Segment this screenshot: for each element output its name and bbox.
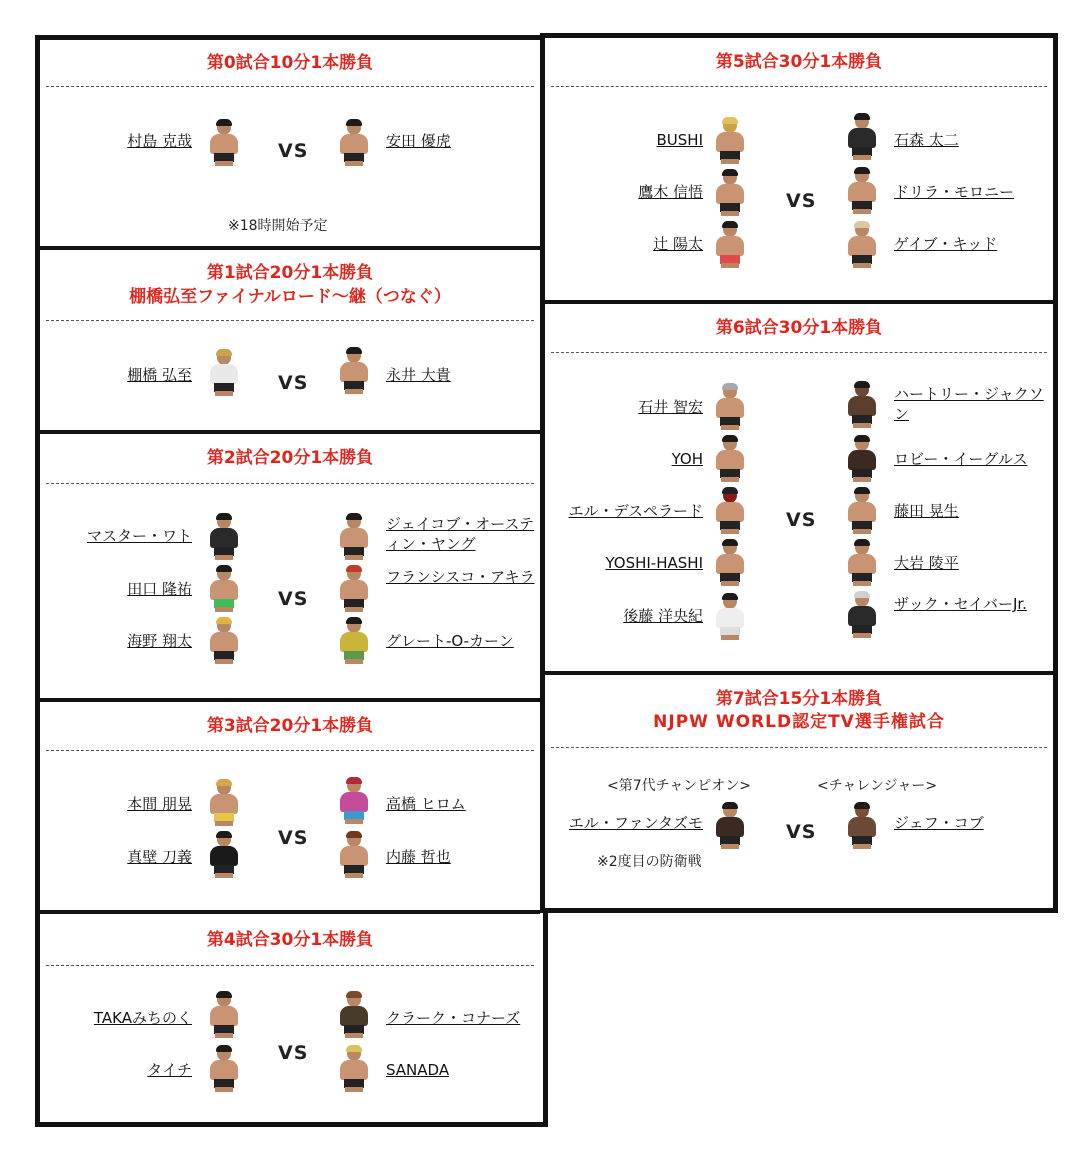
divider: [46, 86, 534, 87]
wrestler-name[interactable]: ザック・セイバーJr.: [894, 595, 1027, 613]
match-3-title: 第3試合20分1本勝負: [206, 716, 374, 736]
vs-label: VS: [278, 588, 309, 610]
match-1-card: [40, 250, 540, 430]
separator: [40, 910, 540, 914]
wrestler-photo: [207, 780, 241, 826]
wrestler-name[interactable]: クラーク・コナーズ: [386, 1009, 521, 1027]
vs-label: VS: [278, 1042, 309, 1064]
match-1-subtitle: 棚橋弘至ファイナルロード～継（つなぐ）: [129, 287, 451, 307]
wrestler-name[interactable]: BUSHI: [656, 131, 703, 149]
match-2-card: [40, 434, 540, 698]
divider: [46, 965, 534, 966]
vs-label: VS: [786, 509, 817, 531]
vs-label: VS: [786, 190, 817, 212]
match-3-card: [40, 702, 540, 910]
match-1-title: 第1試合20分1本勝負: [206, 263, 374, 283]
wrestler-name[interactable]: YOSHI-HASHI: [605, 554, 703, 572]
wrestler-photo: [207, 566, 241, 612]
match-note: ※18時開始予定: [228, 218, 328, 234]
wrestler-photo: [845, 168, 879, 214]
wrestler-photo: [207, 618, 241, 664]
wrestler-photo: [337, 992, 371, 1038]
wrestler-photo: [713, 594, 747, 640]
match-note: ※2度目の防衛戦: [597, 854, 702, 870]
wrestler-photo: [207, 832, 241, 878]
wrestler-name[interactable]: 田口 隆祐: [127, 580, 192, 598]
wrestler-photo: [207, 992, 241, 1038]
wrestler-name[interactable]: 鷹木 信悟: [638, 183, 703, 201]
wrestler-photo: [337, 514, 371, 560]
match-6-card: [545, 304, 1053, 671]
vs-label: VS: [278, 827, 309, 849]
wrestler-photo: [713, 436, 747, 482]
wrestler-photo: [713, 488, 747, 534]
wrestler-photo: [845, 803, 879, 849]
wrestler-name[interactable]: 海野 翔太: [127, 632, 192, 650]
wrestler-photo: [845, 488, 879, 534]
wrestler-photo: [713, 222, 747, 268]
wrestler-name[interactable]: ゲイブ・キッド: [894, 235, 998, 253]
wrestler-photo: [713, 540, 747, 586]
wrestler-name[interactable]: ドリラ・モロニー: [894, 183, 1015, 201]
match-7-subtitle: NJPW WORLD認定TV選手権試合: [653, 712, 945, 732]
wrestler-name[interactable]: 本間 朋晃: [127, 795, 192, 813]
match-6-title: 第6試合30分1本勝負: [715, 318, 883, 338]
match-0-title: 第0試合10分1本勝負: [206, 53, 374, 73]
wrestler-name[interactable]: ジェイコブ・オースティン・ヤング: [386, 515, 535, 553]
wrestler-name[interactable]: YOH: [671, 450, 703, 468]
divider: [551, 86, 1047, 87]
wrestler-name[interactable]: エル・デスペラード: [568, 502, 703, 520]
wrestler-name[interactable]: エル・ファンタズモ: [568, 814, 703, 832]
wrestler-photo: [713, 384, 747, 430]
match-4-card: [40, 916, 540, 1116]
match-4-title: 第4試合30分1本勝負: [206, 930, 374, 950]
wrestler-name[interactable]: 藤田 晃生: [894, 502, 959, 520]
wrestler-photo: [337, 566, 371, 612]
wrestler-name[interactable]: 安田 優虎: [386, 132, 451, 150]
wrestler-photo: [337, 778, 371, 824]
wrestler-name[interactable]: 村島 克哉: [127, 132, 192, 150]
wrestler-photo: [337, 618, 371, 664]
match-7-title: 第7試合15分1本勝負: [715, 689, 883, 709]
wrestler-name[interactable]: 内藤 哲也: [386, 848, 451, 866]
wrestler-name[interactable]: ハートリー・ジャクソン: [894, 385, 1044, 423]
wrestler-name[interactable]: 大岩 陵平: [894, 554, 959, 572]
wrestler-photo: [207, 120, 241, 166]
wrestler-photo: [845, 592, 879, 638]
wrestler-name[interactable]: 真壁 刀義: [127, 848, 192, 866]
wrestler-photo: [845, 114, 879, 160]
wrestler-photo: [845, 222, 879, 268]
match-2-title: 第2試合20分1本勝負: [206, 448, 374, 468]
wrestler-name[interactable]: マスター・ワト: [86, 527, 192, 545]
wrestler-name[interactable]: 辻 陽太: [653, 235, 703, 253]
match-0-card: [40, 40, 540, 246]
wrestler-photo: [713, 118, 747, 164]
wrestler-photo: [337, 832, 371, 878]
match-5-title: 第5試合30分1本勝負: [715, 52, 883, 72]
wrestler-photo: [713, 170, 747, 216]
wrestler-photo: [207, 1046, 241, 1092]
divider: [46, 483, 534, 484]
wrestler-photo: [337, 348, 371, 394]
wrestler-photo: [337, 1046, 371, 1092]
match-5-card: [545, 38, 1053, 300]
match-7-card: [545, 675, 1053, 905]
divider: [46, 750, 534, 751]
wrestler-photo: [713, 803, 747, 849]
vs-label: VS: [786, 821, 817, 843]
divider: [551, 352, 1047, 353]
wrestler-photo: [207, 350, 241, 396]
wrestler-name[interactable]: タイチ: [147, 1061, 192, 1079]
wrestler-name[interactable]: 石井 智宏: [638, 398, 703, 416]
wrestler-name[interactable]: 高橋 ヒロム: [386, 795, 466, 813]
wrestler-name[interactable]: 永井 大貴: [386, 366, 451, 384]
wrestler-photo: [845, 540, 879, 586]
divider: [46, 320, 534, 321]
wrestler-name[interactable]: 後藤 洋央紀: [623, 607, 703, 625]
wrestler-name[interactable]: ロビー・イーグルス: [894, 450, 1028, 468]
divider: [551, 747, 1047, 748]
wrestler-photo: [207, 514, 241, 560]
wrestler-name[interactable]: 棚橋 弘至: [127, 366, 192, 384]
vs-label: VS: [278, 372, 309, 394]
wrestler-name[interactable]: 石森 太二: [894, 131, 959, 149]
wrestler-name[interactable]: TAKAみちのく: [93, 1009, 192, 1027]
wrestler-photo: [845, 436, 879, 482]
vs-label: VS: [278, 140, 309, 162]
wrestler-name[interactable]: フランシスコ・アキラ: [386, 568, 535, 586]
challenger-role: <チャレンジャー>: [817, 778, 938, 794]
wrestler-name[interactable]: ジェフ・コブ: [894, 814, 984, 832]
wrestler-photo: [845, 382, 879, 428]
wrestler-name[interactable]: グレート-O-カーン: [386, 632, 514, 650]
champion-role: <第7代チャンピオン>: [607, 778, 751, 794]
wrestler-name[interactable]: SANADA: [386, 1061, 450, 1079]
wrestler-photo: [337, 120, 371, 166]
